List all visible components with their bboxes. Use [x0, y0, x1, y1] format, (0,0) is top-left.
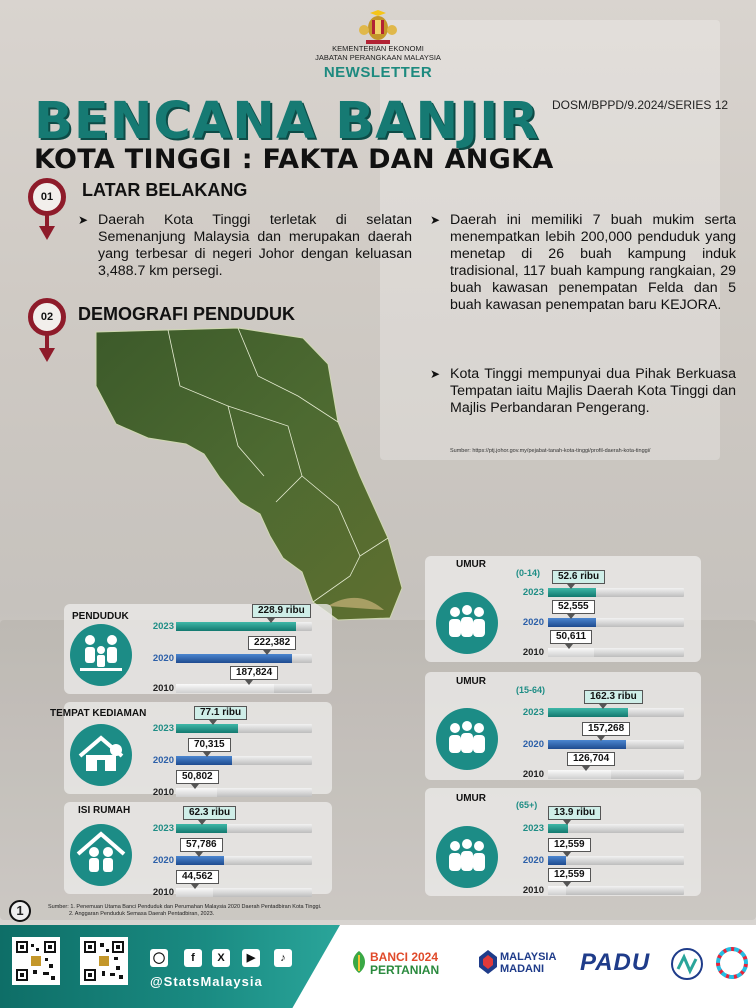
bar-fill-2010 [548, 886, 566, 895]
value-label-2020: 12,559 [548, 838, 591, 852]
section-01-title: LATAR BELAKANG [82, 180, 248, 200]
year-label: 2020 [522, 617, 544, 628]
value-label-2023: 77.1 ribu [194, 706, 247, 720]
people-icon [436, 592, 498, 654]
value-label-2023: 13.9 ribu [548, 806, 601, 820]
madani-logo-line-1: MALAYSIA [500, 951, 557, 963]
malaysia-crest-icon [356, 10, 400, 46]
stat-title: UMUR [456, 676, 486, 687]
bar-track [176, 788, 312, 797]
section-02-title: DEMOGRAFI PENDUDUK [78, 304, 296, 324]
age-group-label: (15-64) [516, 685, 546, 695]
year-label: 2023 [522, 823, 544, 834]
house-icon [70, 724, 132, 786]
bar-fill-2023 [548, 824, 568, 833]
value-label-2023: 62.3 ribu [183, 806, 236, 820]
page-subtitle: KOTA TINGGI : FAKTA DAN ANGKA [34, 144, 554, 175]
bar-track [176, 888, 312, 897]
age-group-label: (0-14) [516, 568, 541, 578]
bar-track [548, 708, 684, 717]
qr-code-icon[interactable] [80, 937, 128, 985]
value-label-2020: 52,555 [552, 600, 595, 614]
bar-track [176, 724, 312, 733]
sdg-wheel-icon [716, 947, 748, 979]
household-icon-circle [70, 824, 132, 886]
kota-tinggi-map [88, 326, 410, 626]
year-label: 2020 [152, 855, 174, 866]
district-summary [430, 212, 736, 314]
people-icon-circle [436, 708, 498, 770]
bar-track [176, 856, 312, 865]
year-label: 2010 [152, 683, 174, 694]
qr-code-icon[interactable] [12, 937, 60, 985]
bar-fill-2020 [548, 856, 566, 865]
bar-track [548, 618, 684, 627]
arrow-bullet-icon: ➤ [430, 367, 441, 381]
bar-fill-2010 [176, 888, 213, 897]
stat-title: ISI RUMAH [78, 805, 131, 816]
value-label-2010: 187,824 [230, 666, 278, 680]
year-label: 2010 [152, 787, 174, 798]
year-label: 2020 [152, 653, 174, 664]
value-label-2023: 228.9 ribu [252, 604, 311, 618]
youtube-icon[interactable]: ▶ [242, 949, 260, 967]
stat-title: UMUR [456, 559, 486, 570]
dosm-logo-icon [670, 947, 704, 981]
value-label-2020: 70,315 [188, 738, 231, 752]
house-icon-circle [70, 724, 132, 786]
bar-track [548, 886, 684, 895]
year-label: 2023 [152, 723, 174, 734]
people-icon-circle [436, 592, 498, 654]
bar-fill-2010 [176, 788, 217, 797]
bar-fill-2020 [176, 856, 224, 865]
madani-logo-line-2: MADANI [500, 963, 544, 975]
age-group-label: (65+) [516, 800, 538, 810]
page-title: BENCANA BANJIR [34, 92, 540, 151]
bar-track [176, 622, 312, 631]
section-01-marker [28, 178, 66, 216]
bar-track [176, 824, 312, 833]
banci-logo-line-2: PERTANIAN [370, 963, 440, 977]
family-icon [70, 624, 132, 686]
value-label-2020: 222,382 [248, 636, 296, 650]
footnote-line-2: 2. Anggaran Penduduk Semasa Daerah Pentadbiran, 2023. [69, 911, 215, 917]
family-icon-circle [70, 624, 132, 686]
section-01-text [78, 212, 412, 280]
year-label: 2010 [522, 885, 544, 896]
section-02-pointer [39, 348, 55, 362]
household-icon [70, 824, 132, 886]
people-icon [436, 708, 498, 770]
social-handle[interactable]: @StatsMalaysia [150, 974, 263, 989]
department-line: JABATAN PERANGKAAN MALAYSIA [315, 53, 441, 62]
tiktok-icon[interactable]: ♪ [274, 949, 292, 967]
value-label-2020: 57,786 [180, 838, 223, 852]
bar-fill-2023 [176, 622, 296, 631]
section-01-pointer [39, 226, 55, 240]
bar-fill-2010 [176, 684, 274, 693]
people-icon-circle [436, 826, 498, 888]
facebook-icon[interactable]: f [184, 949, 202, 967]
footnote-line-1: Sumber: 1. Penemuan Utama Banci Penduduk dan Perumahan Malaysia 2020 Daerah Pentadbiran Kota Tinggi. [48, 904, 322, 910]
section-01-body: Daerah Kota Tinggi terletak di selatan Semenanjung Malaysia dan merupakan daerah yang terbesar di negeri Johor dengan keluasan 3,488.7 km persegi. [98, 212, 412, 279]
footer-bar [0, 925, 756, 1008]
bar-fill-2023 [176, 724, 238, 733]
banci-logo-line-1: BANCI 2024 [370, 950, 439, 964]
section-02-marker [28, 298, 66, 336]
bar-track [548, 648, 684, 657]
bar-fill-2020 [176, 654, 292, 663]
year-label: 2023 [152, 823, 174, 834]
people-icon [436, 826, 498, 888]
section-02-number: 02 [40, 311, 54, 323]
ministry-name [0, 44, 756, 62]
bar-track [548, 588, 684, 597]
value-label-2023: 162.3 ribu [584, 690, 643, 704]
bar-fill-2010 [548, 770, 611, 779]
bar-fill-2023 [176, 824, 227, 833]
stat-title: UMUR [456, 793, 486, 804]
bar-fill-2020 [548, 740, 626, 749]
year-label: 2010 [522, 769, 544, 780]
bar-track [176, 756, 312, 765]
year-label: 2010 [152, 887, 174, 898]
bar-fill-2020 [548, 618, 596, 627]
value-label-2020: 157,268 [582, 722, 630, 736]
footnote [48, 904, 321, 918]
bar-track [548, 740, 684, 749]
year-label: 2023 [522, 587, 544, 598]
section-01-number: 01 [40, 191, 54, 203]
bar-track [548, 824, 684, 833]
local-authority-text: Kota Tinggi mempunyai dua Pihak Berkuasa Tempatan iaitu Majlis Daerah Kota Tinggi dan Majlis Perbandaran Pengerang. [450, 366, 736, 416]
year-label: 2023 [152, 621, 174, 632]
page-number: 1 [9, 900, 31, 922]
banci-pertanian-logo-icon [348, 949, 370, 975]
bar-fill-2023 [548, 708, 628, 717]
bar-fill-2020 [176, 756, 232, 765]
stat-title: TEMPAT KEDIAMAN [50, 708, 147, 719]
bar-fill-2010 [548, 648, 594, 657]
arrow-bullet-icon: ➤ [78, 213, 89, 227]
ministry-line: KEMENTERIAN EKONOMI [332, 44, 424, 53]
year-label: 2010 [522, 647, 544, 658]
value-label-2010: 12,559 [548, 868, 591, 882]
x-twitter-icon[interactable]: X [212, 949, 230, 967]
district-summary-text: Daerah ini memiliki 7 buah mukim serta menempatkan lebih 200,000 penduduk yang menetap di 26 buah kampung induk tradisional, 117 buah kampung rangkaian, 29 buah kawasan penempatan Felda dan 5 buah kawasan penempatan baru KEJORA. [450, 212, 736, 313]
instagram-icon[interactable]: ◯ [150, 949, 168, 967]
value-label-2010: 44,562 [176, 870, 219, 884]
bar-track [548, 770, 684, 779]
year-label: 2020 [522, 739, 544, 750]
source-link[interactable]: Sumber: https://ptj.johor.gov.my/pejabat-tanah-kota-tinggi/profil-daerah-kota-tinggi/ [450, 448, 651, 454]
malaysia-madani-logo-icon [478, 949, 498, 975]
bar-track [176, 684, 312, 693]
year-label: 2020 [522, 855, 544, 866]
value-label-2010: 50,802 [176, 770, 219, 784]
value-label-2010: 126,704 [567, 752, 615, 766]
value-label-2010: 50,611 [550, 630, 592, 644]
bar-track [176, 654, 312, 663]
arrow-bullet-icon: ➤ [430, 213, 441, 227]
year-label: 2023 [522, 707, 544, 718]
bar-fill-2023 [548, 588, 596, 597]
bar-track [548, 856, 684, 865]
year-label: 2020 [152, 755, 174, 766]
value-label-2023: 52.6 ribu [552, 570, 605, 584]
series-code: DOSM/BPPD/9.2024/SERIES 12 [552, 98, 729, 112]
stat-title: PENDUDUK [72, 611, 129, 622]
local-authority-info [430, 366, 736, 417]
padu-logo: PADU [580, 949, 651, 976]
newsletter-label: NEWSLETTER [323, 64, 433, 81]
